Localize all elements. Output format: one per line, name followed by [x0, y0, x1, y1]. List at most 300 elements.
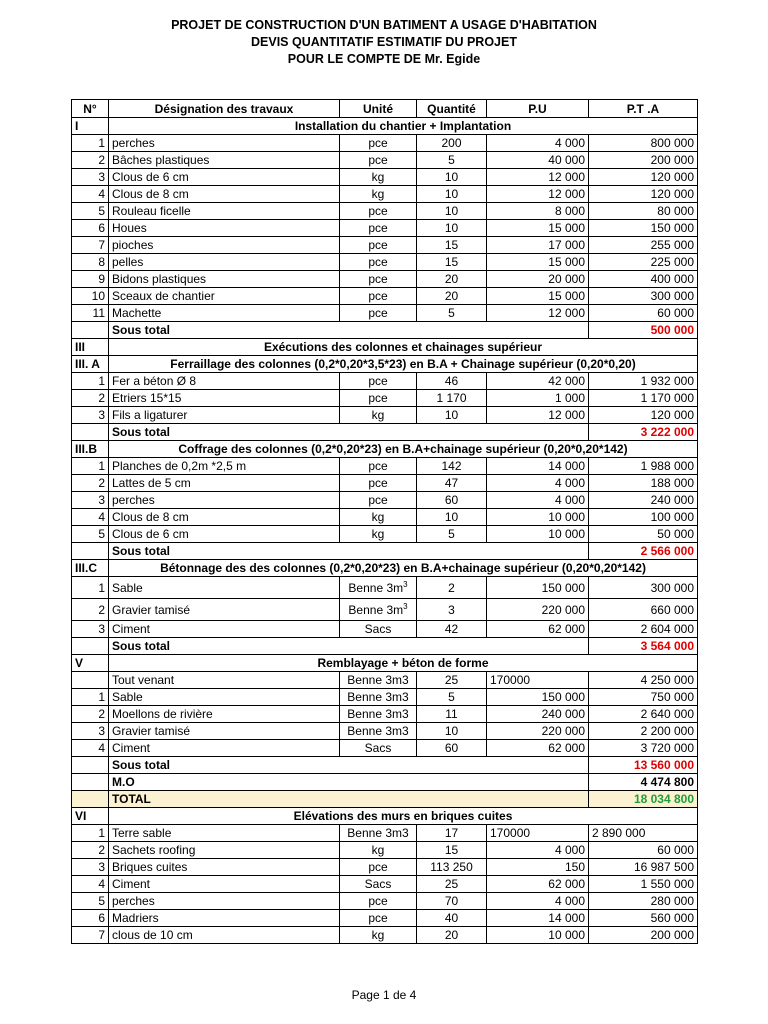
section-v-row: [72, 655, 698, 672]
row-quantity: 200: [417, 135, 487, 152]
row-total-price: 800 000: [589, 135, 698, 152]
row-number: 1: [72, 577, 109, 599]
mo-label: M.O: [109, 774, 589, 791]
mo-row: [72, 774, 698, 791]
row-unit-text: Benne 3m: [348, 580, 404, 595]
row-unit-price: 12 000: [487, 305, 589, 322]
row-number: 1: [72, 825, 109, 842]
row-designation: perches: [109, 135, 340, 152]
row-unit-price: 150 000: [487, 689, 589, 706]
row-number: 7: [72, 927, 109, 944]
row-unit-price: 14 000: [487, 910, 589, 927]
row-unit-price: 4 000: [487, 492, 589, 509]
row-unit-price: 12 000: [487, 169, 589, 186]
row-total-price: 240 000: [589, 492, 698, 509]
row-unit-price: 10 000: [487, 526, 589, 543]
row-unit-price: 20 000: [487, 271, 589, 288]
row-total-price: 200 000: [589, 152, 698, 169]
subtotal-row: [72, 424, 698, 441]
row-total-price: 188 000: [589, 475, 698, 492]
subtotal-amount: 3 564 000: [589, 638, 698, 655]
row-designation: Moellons de rivière: [109, 706, 340, 723]
row-unit-text: Benne 3m: [348, 602, 404, 617]
row-total-price: 560 000: [589, 910, 698, 927]
row-unit-price: 240 000: [487, 706, 589, 723]
row-designation: Sable: [109, 577, 340, 599]
row-quantity: 60: [417, 740, 487, 757]
page-footer: Page 1 de 4: [351, 988, 417, 1002]
section-i-row: [72, 118, 698, 135]
row-designation: Fer a béton Ø 8: [109, 373, 340, 390]
row-designation: Etriers 15*15: [109, 390, 340, 407]
row-total-price: 2 640 000: [589, 706, 698, 723]
row-unit-price: 40 000: [487, 152, 589, 169]
subtotal-spacer: [72, 424, 109, 441]
section-title: Ferraillage des colonnes (0,2*0,20*3,5*23) en B.A + Chainage supérieur (0,20*0,20): [109, 356, 698, 373]
row-number: 1: [72, 373, 109, 390]
row-unit-price: 14 000: [487, 458, 589, 475]
table-row: [72, 186, 698, 203]
table-row: [72, 672, 698, 689]
section-iii-a-row: [72, 356, 698, 373]
table-row: [72, 475, 698, 492]
row-quantity: 5: [417, 526, 487, 543]
row-quantity: 20: [417, 288, 487, 305]
row-number: 2: [72, 475, 109, 492]
row-unit: kg: [340, 169, 417, 186]
row-unit: kg: [340, 509, 417, 526]
section-title: Elévations des murs en briques cuites: [109, 808, 698, 825]
row-unit: kg: [340, 927, 417, 944]
table-row: [72, 305, 698, 322]
row-quantity: 17: [417, 825, 487, 842]
row-unit-price: 10 000: [487, 927, 589, 944]
row-unit-price: 220 000: [487, 723, 589, 740]
row-number: 2: [72, 152, 109, 169]
row-quantity: 1 170: [417, 390, 487, 407]
row-quantity: 60: [417, 492, 487, 509]
row-unit: pce: [340, 237, 417, 254]
row-unit: pce: [340, 859, 417, 876]
section-code: III.B: [72, 441, 109, 458]
row-number: 2: [72, 706, 109, 723]
row-quantity: 70: [417, 893, 487, 910]
row-unit: pce: [340, 135, 417, 152]
row-unit-price: 42 000: [487, 373, 589, 390]
row-total-price: 80 000: [589, 203, 698, 220]
row-designation: Ciment: [109, 876, 340, 893]
row-quantity: 3: [417, 599, 487, 621]
row-quantity: 113 250: [417, 859, 487, 876]
table-row: [72, 152, 698, 169]
table-row: [72, 254, 698, 271]
row-designation: Gravier tamisé: [109, 723, 340, 740]
row-quantity: 10: [417, 509, 487, 526]
header-devis-title: DEVIS QUANTITATIF ESTIMATIF DU PROJET: [251, 35, 517, 49]
row-quantity: 40: [417, 910, 487, 927]
mo-spacer: [72, 774, 109, 791]
devis-table: [71, 99, 698, 944]
row-designation: Briques cuites: [109, 859, 340, 876]
row-unit-price: 150 000: [487, 577, 589, 599]
subtotal-spacer: [72, 322, 109, 339]
row-number: 8: [72, 254, 109, 271]
row-unit: pce: [340, 475, 417, 492]
subtotal-amount: 500 000: [589, 322, 698, 339]
section-title: Remblayage + béton de forme: [109, 655, 698, 672]
row-total-price: 2 604 000: [589, 621, 698, 638]
row-unit: pce: [340, 203, 417, 220]
row-total-price: 2 890 000: [589, 825, 698, 842]
row-quantity: 15: [417, 237, 487, 254]
subtotal-row: [72, 543, 698, 560]
subtotal-row: [72, 638, 698, 655]
table-row: [72, 169, 698, 186]
row-designation: Terre sable: [109, 825, 340, 842]
row-number: 5: [72, 203, 109, 220]
row-designation: Clous de 8 cm: [109, 509, 340, 526]
row-unit: pce: [340, 305, 417, 322]
section-title: Coffrage des colonnes (0,2*0,20*23) en B.A+chainage supérieur (0,20*0,20*142): [109, 441, 698, 458]
row-unit: Benne 3m3: [340, 825, 417, 842]
row-quantity: 25: [417, 876, 487, 893]
row-unit: Benne 3m3: [340, 689, 417, 706]
row-total-price: 120 000: [589, 186, 698, 203]
row-total-price: 3 720 000: [589, 740, 698, 757]
row-total-price: 2 200 000: [589, 723, 698, 740]
row-total-price: 255 000: [589, 237, 698, 254]
row-unit: pce: [340, 893, 417, 910]
row-number: 3: [72, 723, 109, 740]
row-total-price: 120 000: [589, 169, 698, 186]
row-unit-price: 15 000: [487, 220, 589, 237]
section-vi-row: [72, 808, 698, 825]
row-quantity: 5: [417, 305, 487, 322]
row-designation: Bâches plastiques: [109, 152, 340, 169]
row-total-price: 300 000: [589, 288, 698, 305]
row-quantity: 20: [417, 271, 487, 288]
row-designation: Sachets roofing: [109, 842, 340, 859]
row-unit: kg: [340, 186, 417, 203]
row-quantity: 5: [417, 152, 487, 169]
row-unit: pce: [340, 220, 417, 237]
row-number: 4: [72, 740, 109, 757]
row-unit-price: 12 000: [487, 407, 589, 424]
section-code: III: [72, 339, 109, 356]
row-designation: perches: [109, 492, 340, 509]
row-unit-price: 15 000: [487, 288, 589, 305]
row-quantity: 47: [417, 475, 487, 492]
table-row: [72, 509, 698, 526]
row-designation: Ciment: [109, 621, 340, 638]
row-unit-price: 12 000: [487, 186, 589, 203]
row-designation: Ciment: [109, 740, 340, 757]
subtotal-spacer: [72, 543, 109, 560]
total-spacer: [72, 791, 109, 808]
row-unit: Benne 3m3: [340, 672, 417, 689]
header-client: POUR LE COMPTE DE Mr. Egide: [287, 52, 481, 66]
row-unit: Sacs: [340, 740, 417, 757]
row-designation: Clous de 6 cm: [109, 169, 340, 186]
row-designation: pelles: [109, 254, 340, 271]
row-unit-price: 170000: [487, 825, 589, 842]
row-designation: Houes: [109, 220, 340, 237]
row-number: 3: [72, 621, 109, 638]
row-number: 5: [72, 893, 109, 910]
row-total-price: 50 000: [589, 526, 698, 543]
row-total-price: 1 932 000: [589, 373, 698, 390]
row-quantity: 42: [417, 621, 487, 638]
row-quantity: 10: [417, 169, 487, 186]
row-quantity: 20: [417, 927, 487, 944]
row-number: 1: [72, 689, 109, 706]
row-designation: Sable: [109, 689, 340, 706]
subtotal-label: Sous total: [109, 322, 589, 339]
table-header-row: [72, 100, 698, 118]
col-no-header: N°: [72, 100, 109, 118]
table-row: [72, 723, 698, 740]
row-number: 6: [72, 220, 109, 237]
row-quantity: 10: [417, 407, 487, 424]
table-row: [72, 407, 698, 424]
table-row: [72, 599, 698, 621]
row-designation: Clous de 6 cm: [109, 526, 340, 543]
row-number: 7: [72, 237, 109, 254]
table-row: [72, 220, 698, 237]
row-total-price: 200 000: [589, 927, 698, 944]
row-total-price: 300 000: [589, 577, 698, 599]
row-total-price: 1 550 000: [589, 876, 698, 893]
row-number: 4: [72, 876, 109, 893]
row-number: [72, 672, 109, 689]
row-unit-price: 4 000: [487, 842, 589, 859]
subtotal-label: Sous total: [109, 424, 589, 441]
table-row: [72, 271, 698, 288]
section-title: Exécutions des colonnes et chainages supérieur: [109, 339, 698, 356]
row-unit-price: 1 000: [487, 390, 589, 407]
section-iii-b-row: [72, 441, 698, 458]
row-quantity: 5: [417, 689, 487, 706]
section-code: I: [72, 118, 109, 135]
subtotal-label: Sous total: [109, 638, 589, 655]
row-unit: Sacs: [340, 876, 417, 893]
total-row: [72, 791, 698, 808]
row-designation: Lattes de 5 cm: [109, 475, 340, 492]
subtotal-label: Sous total: [109, 757, 589, 774]
table-row: [72, 910, 698, 927]
row-designation: Tout venant: [109, 672, 340, 689]
row-unit: Sacs: [340, 621, 417, 638]
table-row: [72, 288, 698, 305]
row-unit: pce: [340, 492, 417, 509]
row-unit: kg: [340, 526, 417, 543]
row-quantity: 25: [417, 672, 487, 689]
row-unit-price: 4 000: [487, 893, 589, 910]
row-unit: kg: [340, 407, 417, 424]
row-total-price: 120 000: [589, 407, 698, 424]
row-designation: Madriers: [109, 910, 340, 927]
row-unit: pce: [340, 254, 417, 271]
col-qty-header: Quantité: [417, 100, 487, 118]
row-unit-price: 62 000: [487, 876, 589, 893]
section-title: Installation du chantier + Implantation: [109, 118, 698, 135]
row-number: 6: [72, 910, 109, 927]
row-designation: Machette: [109, 305, 340, 322]
row-unit: pce: [340, 373, 417, 390]
row-unit-price: 8 000: [487, 203, 589, 220]
row-total-price: 1 988 000: [589, 458, 698, 475]
col-pta-header: P.T .A: [589, 100, 698, 118]
row-quantity: 10: [417, 186, 487, 203]
row-designation: Fils a ligaturer: [109, 407, 340, 424]
subtotal-spacer: [72, 757, 109, 774]
row-total-price: 60 000: [589, 842, 698, 859]
row-total-price: 750 000: [589, 689, 698, 706]
row-quantity: 15: [417, 842, 487, 859]
row-unit: pce: [340, 152, 417, 169]
row-quantity: 46: [417, 373, 487, 390]
row-unit: pce: [340, 458, 417, 475]
table-row: [72, 458, 698, 475]
row-total-price: 100 000: [589, 509, 698, 526]
section-iii-c-row: [72, 560, 698, 577]
section-code: III.C: [72, 560, 109, 577]
table-row: [72, 203, 698, 220]
row-quantity: 10: [417, 203, 487, 220]
row-number: 1: [72, 458, 109, 475]
table-row: [72, 390, 698, 407]
row-number: 4: [72, 186, 109, 203]
row-designation: Clous de 8 cm: [109, 186, 340, 203]
row-total-price: 225 000: [589, 254, 698, 271]
total-amount: 18 034 800: [589, 791, 698, 808]
document-header: [0, 17, 768, 68]
row-number: 4: [72, 509, 109, 526]
row-designation: clous de 10 cm: [109, 927, 340, 944]
section-code: V: [72, 655, 109, 672]
row-total-price: 4 250 000: [589, 672, 698, 689]
row-total-price: 150 000: [589, 220, 698, 237]
row-unit: pce: [340, 910, 417, 927]
subtotal-amount: 3 222 000: [589, 424, 698, 441]
row-quantity: 11: [417, 706, 487, 723]
section-iii-row: [72, 339, 698, 356]
subtotal-label: Sous total: [109, 543, 589, 560]
row-total-price: 400 000: [589, 271, 698, 288]
row-number: 9: [72, 271, 109, 288]
row-number: 3: [72, 492, 109, 509]
table-row: [72, 842, 698, 859]
row-number: 3: [72, 859, 109, 876]
row-number: 2: [72, 599, 109, 621]
row-number: 11: [72, 305, 109, 322]
table-row: [72, 893, 698, 910]
row-unit-price: 150: [487, 859, 589, 876]
row-unit-price: 62 000: [487, 621, 589, 638]
section-title: Bétonnage des des colonnes (0,2*0,20*23) en B.A+chainage supérieur (0,20*0,20*142): [109, 560, 698, 577]
row-unit: Benne 3m3: [340, 706, 417, 723]
table-row: [72, 577, 698, 599]
row-number: 2: [72, 842, 109, 859]
row-quantity: 2: [417, 577, 487, 599]
subtotal-amount: 13 560 000: [589, 757, 698, 774]
row-unit-price: 4 000: [487, 475, 589, 492]
col-designation-header: Désignation des travaux: [109, 100, 340, 118]
row-unit-price: 170000: [487, 672, 589, 689]
subtotal-row: [72, 757, 698, 774]
row-unit: pce: [340, 390, 417, 407]
row-designation: pioches: [109, 237, 340, 254]
row-quantity: 10: [417, 220, 487, 237]
table-row: [72, 526, 698, 543]
row-unit-exponent: 3: [403, 579, 408, 589]
row-unit: kg: [340, 842, 417, 859]
table-row: [72, 927, 698, 944]
table-row: [72, 373, 698, 390]
row-unit-price: 15 000: [487, 254, 589, 271]
row-unit-price: 4 000: [487, 135, 589, 152]
row-quantity: 15: [417, 254, 487, 271]
col-unit-header: Unité: [340, 100, 417, 118]
row-number: 3: [72, 407, 109, 424]
header-project-title: PROJET DE CONSTRUCTION D'UN BATIMENT A USAGE D'HABITATION: [171, 18, 597, 32]
row-number: 10: [72, 288, 109, 305]
row-total-price: 16 987 500: [589, 859, 698, 876]
row-number: 3: [72, 169, 109, 186]
row-designation: Gravier tamisé: [109, 599, 340, 621]
mo-amount: 4 474 800: [589, 774, 698, 791]
row-number: 1: [72, 135, 109, 152]
table-row: [72, 825, 698, 842]
table-row: [72, 621, 698, 638]
table-row: [72, 492, 698, 509]
table-row: [72, 859, 698, 876]
row-unit-price: 220 000: [487, 599, 589, 621]
total-label: TOTAL: [109, 791, 589, 808]
subtotal-spacer: [72, 638, 109, 655]
row-total-price: 1 170 000: [589, 390, 698, 407]
row-quantity: 142: [417, 458, 487, 475]
row-designation: Sceaux de chantier: [109, 288, 340, 305]
table-row: [72, 706, 698, 723]
table-body: [72, 118, 698, 944]
row-number: 2: [72, 390, 109, 407]
row-designation: Rouleau ficelle: [109, 203, 340, 220]
row-number: 5: [72, 526, 109, 543]
section-code: III. A: [72, 356, 109, 373]
row-unit-price: 62 000: [487, 740, 589, 757]
row-unit: pce: [340, 271, 417, 288]
table-row: [72, 237, 698, 254]
row-total-price: 60 000: [589, 305, 698, 322]
row-unit: [340, 599, 417, 621]
row-unit: [340, 577, 417, 599]
row-unit-price: 10 000: [487, 509, 589, 526]
col-pu-header: P.U: [487, 100, 589, 118]
row-designation: perches: [109, 893, 340, 910]
table-row: [72, 689, 698, 706]
subtotal-amount: 2 566 000: [589, 543, 698, 560]
row-total-price: 280 000: [589, 893, 698, 910]
row-quantity: 10: [417, 723, 487, 740]
table-row: [72, 135, 698, 152]
row-total-price: 660 000: [589, 599, 698, 621]
subtotal-row: [72, 322, 698, 339]
row-designation: Bidons plastiques: [109, 271, 340, 288]
row-unit-price: 17 000: [487, 237, 589, 254]
table-row: [72, 740, 698, 757]
table-row: [72, 876, 698, 893]
